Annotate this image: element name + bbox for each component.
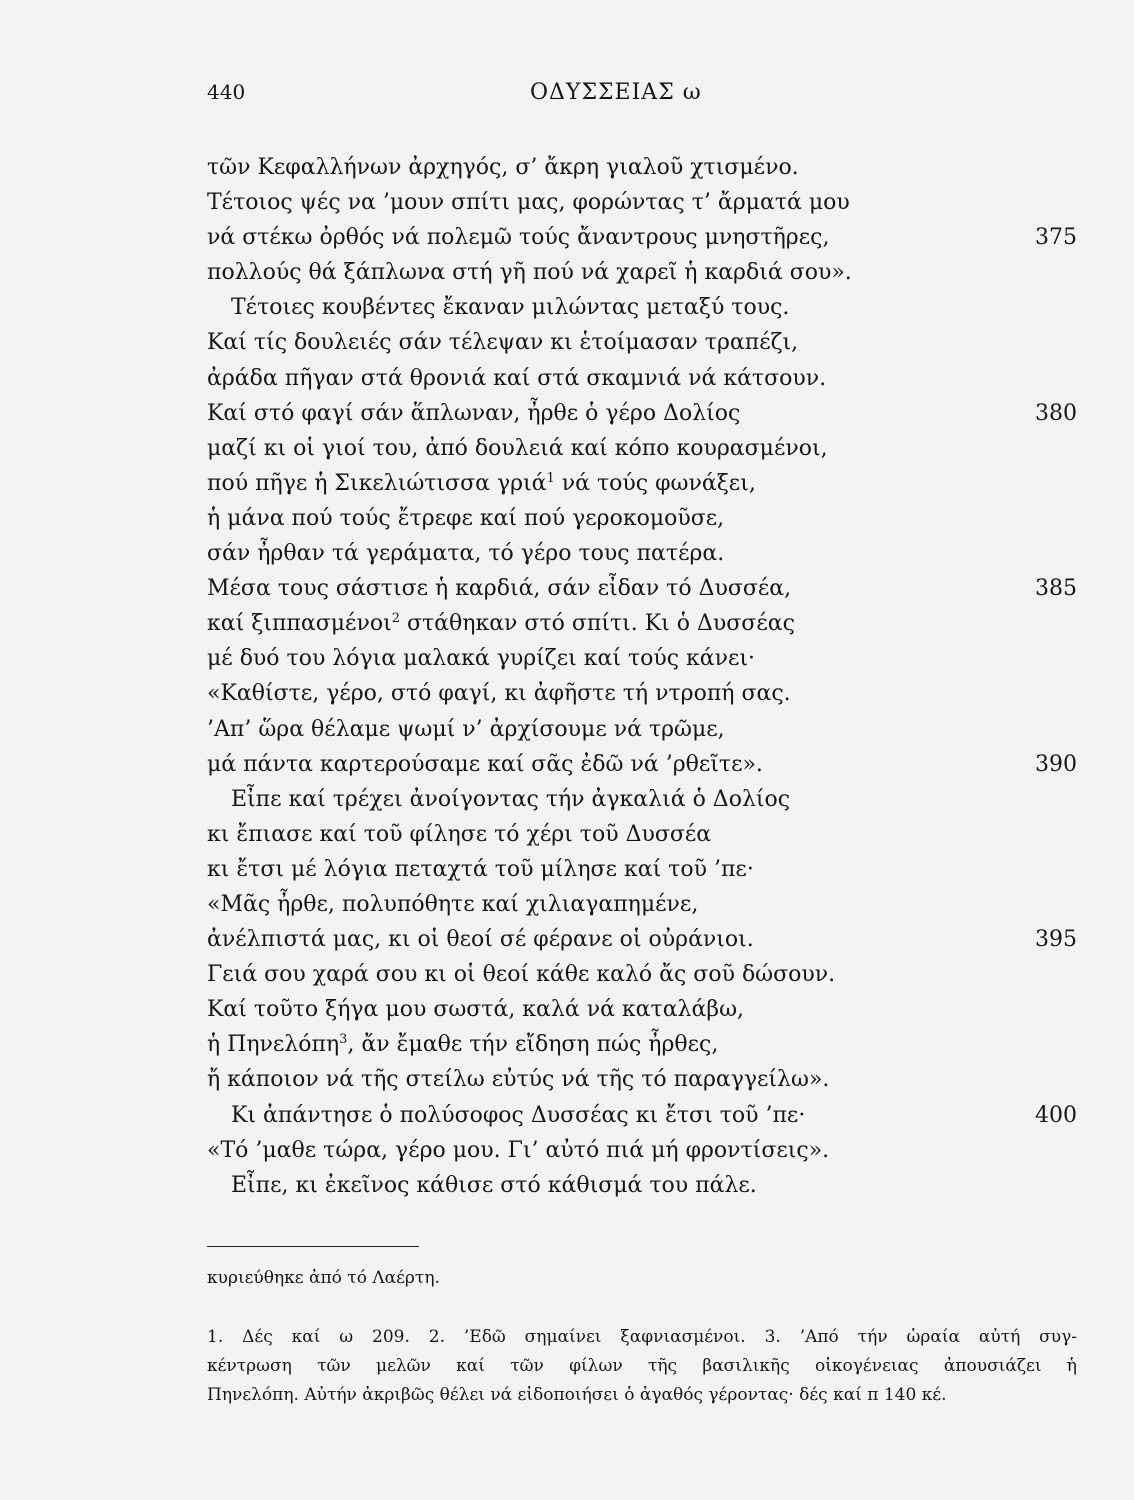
verse-line [207, 185, 1077, 220]
verse-text-part: «Τό ’μαθε τώρα, γέρο μου. Γι’ αὐτό πιά μή φροντίσεις». [207, 1137, 830, 1163]
verse-text [207, 150, 799, 185]
verse-text [207, 325, 798, 360]
footnote-marker: 2 [391, 611, 400, 627]
verse-line [207, 641, 1077, 676]
verse-text-part: κι ἔπιασε καί τοῦ φίλησε τό χέρι τοῦ Δυσσέα [207, 821, 712, 847]
verse-text-part: καί ξιππασμένοι [207, 611, 392, 637]
running-head: ΟΔΥΣΣΕΙΑΣ ω [530, 80, 702, 105]
verse-text-part: Καί στό φαγί σάν ἅπλωναν, ἦρθε ὁ γέρο Δολίος [207, 400, 741, 426]
line-number: 390 [1035, 751, 1077, 777]
verse-line [207, 606, 1077, 641]
verse-block [207, 150, 1077, 1203]
verse-text [207, 712, 725, 747]
verse-text-part: στάθηκαν στό σπίτι. Κι ὁ Δυσσέας [399, 611, 795, 637]
verse-text [207, 1133, 829, 1168]
verse-text [207, 361, 826, 396]
verse-text-part: «Μᾶς ἦρθε, πολυπόθητε καί χιλιαγαπημένε, [207, 891, 699, 917]
verse-text-part: ἡ Πηνελόπη [207, 1032, 340, 1058]
verse-text [207, 431, 828, 466]
verse-text-part: ’Απ’ ὥρα θέλαμε ψωμί ν’ ἀρχίσουμε νά τρῶμε, [207, 716, 725, 742]
verse-text-part: ἡ μάνα πού τούς ἔτρεφε καί πού γεροκομοῦσε, [207, 505, 725, 531]
verse-text-part: κι ἔτσι μέ λόγια πεταχτά τοῦ μίλησε καί τοῦ ’πε· [207, 856, 754, 882]
verse-line [207, 466, 1077, 501]
verse-line [207, 1168, 1077, 1203]
verse-text-part: πολλούς θά ξάπλωνα στή γῆ πού νά χαρεῖ ἡ καρδιά σου». [207, 260, 852, 286]
verse-text [207, 1098, 805, 1133]
verse-text [207, 957, 835, 992]
verse-text-part: μά πάντα καρτερούσαμε καί σᾶς ἐδῶ νά ’ρθεῖτε». [207, 751, 763, 777]
verse-text [207, 571, 791, 606]
footnote-marker: 1 [546, 470, 555, 486]
verse-line [207, 325, 1077, 360]
verse-text [207, 747, 763, 782]
verse-line [207, 922, 1077, 957]
verse-line [207, 571, 1077, 606]
line-number: 380 [1035, 400, 1077, 426]
verse-text [207, 536, 724, 571]
verse-text [207, 676, 791, 711]
verse-text [207, 887, 698, 922]
verse-text-part: «Καθίστε, γέρο, στό φαγί, κι ἀφῆστε τή ντροπή σας. [207, 681, 791, 707]
verse-text-part: Γειά σου χαρά σου κι οἱ θεοί κάθε καλό ἄς σοῦ δώσουν. [207, 962, 836, 988]
verse-text [207, 501, 724, 536]
verse-line [207, 1062, 1077, 1097]
verse-line [207, 501, 1077, 536]
verse-text [207, 852, 754, 887]
verse-text [207, 466, 756, 501]
verse-text-part: ἀράδα πῆγαν στά θρονιά καί στά σκαμνιά νά κάτσουν. [207, 365, 827, 391]
verse-text [207, 1168, 757, 1203]
verse-text-part: πού πῆγε ἡ Σικελιώτισσα γριά [207, 470, 547, 496]
verse-line [207, 431, 1077, 466]
verse-text [207, 290, 789, 325]
verse-text [207, 782, 790, 817]
verse-text-part: Καί τίς δουλειές σάν τέλεψαν κι ἑτοίμασαν τραπέζι, [207, 330, 799, 356]
verse-line [207, 150, 1077, 185]
line-number: 395 [1035, 927, 1077, 953]
line-number: 400 [1035, 1102, 1077, 1128]
verse-text-part: τῶν Κεφαλλήνων ἀρχηγός, σ’ ἄκρη γιαλοῦ χτισμένο. [207, 155, 799, 180]
verse-text [207, 396, 740, 431]
verse-text-part: ἀνέλπιστά μας, κι οἱ θεοί σέ φέρανε οἱ οὐράνιοι. [207, 927, 754, 953]
verse-text-part: Τέτοιος ψές να ’μουν σπίτι μας, φορώντας τ’ ἄρματά μου [207, 190, 850, 216]
verse-line [207, 255, 1077, 290]
verse-line [207, 536, 1077, 571]
verse-text [207, 1062, 829, 1097]
verse-line [207, 1027, 1077, 1062]
verse-line [207, 852, 1077, 887]
verse-text-part: Καί τοῦτο ξήγα μου σωστά, καλά νά καταλάβω, [207, 997, 745, 1023]
verse-text-part: Εἶπε καί τρέχει ἀνοίγοντας τήν ἀγκαλιά ὁ Δολίος [231, 786, 791, 812]
verse-text-part: σάν ἦρθαν τά γεράματα, τό γέρο τους πατέρα. [207, 541, 725, 567]
footnote-marker: 3 [339, 1032, 348, 1048]
verse-line [207, 712, 1077, 747]
verse-line [207, 782, 1077, 817]
line-number: 375 [1035, 225, 1077, 251]
verse-text-part: Εἶπε, κι ἐκεῖνος κάθισε στό κάθισμά του πάλε. [231, 1172, 757, 1198]
page-number: 440 [207, 80, 246, 104]
footnote-continuation: κυριεύθηκε ἀπό τό Λαέρτη. [207, 1268, 440, 1288]
verse-text-part: ἤ κάποιον νά τῆς στείλω εὐτύς νά τῆς τό παραγγείλω». [207, 1067, 830, 1093]
verse-text-part: νά τούς φωνάξει, [554, 470, 756, 496]
verse-line [207, 676, 1077, 711]
verse-line [207, 1133, 1077, 1168]
verse-line [207, 957, 1077, 992]
verse-text-part: Μέσα τους σάστισε ἡ καρδιά, σάν εἶδαν τό Δυσσέα, [207, 576, 792, 602]
verse-line [207, 1098, 1077, 1133]
verse-text [207, 992, 744, 1027]
verse-text [207, 1027, 718, 1062]
verse-text [207, 817, 711, 852]
footnotes [207, 1323, 1077, 1410]
footnote-line: Πηνελόπη. Αὐτήν ἀκριβῶς θέλει νά εἰδοποιήσει ὁ ἀγαθός γέροντας· δές καί π 140 κέ. [207, 1385, 947, 1405]
verse-line [207, 992, 1077, 1027]
page-header [0, 80, 1134, 120]
footnote-line: κέντρωση τῶν μελῶν καί τῶν φίλων τῆς βασιλικῆς οἰκογένειας ἀπουσιάζει ἡ [207, 1356, 1077, 1376]
footnote-line: 1. Δές καί ω 209. 2. ’Εδῶ σημαίνει ξαφνιασμένοι. 3. ’Από τήν ὡραία αὐτή συγ- [207, 1327, 1077, 1347]
verse-text [207, 922, 754, 957]
verse-text [207, 606, 795, 641]
verse-text [207, 220, 829, 255]
verse-text [207, 255, 852, 290]
verse-text-part: Κι ἀπάντησε ὁ πολύσοφος Δυσσέας κι ἔτσι τοῦ ’πε· [231, 1102, 806, 1128]
verse-text-part: μαζί κι οἱ γιοί του, ἀπό δουλειά καί κόπο κουρασμένοι, [207, 435, 828, 461]
verse-text-part: μέ δυό του λόγια μαλακά γυρίζει καί τούς κάνει· [207, 646, 756, 672]
verse-text-part: νά στέκω ὀρθός νά πολεμῶ τούς ἄναντρους μνηστῆρες, [207, 225, 830, 251]
footnote-separator [207, 1246, 419, 1247]
verse-line [207, 887, 1077, 922]
verse-text-part: Τέτοιες κουβέντες ἔκαναν μιλώντας μεταξύ τους. [231, 295, 790, 321]
verse-line [207, 396, 1077, 431]
verse-line [207, 817, 1077, 852]
verse-line [207, 290, 1077, 325]
line-number: 385 [1035, 576, 1077, 602]
verse-line [207, 220, 1077, 255]
verse-line [207, 747, 1077, 782]
verse-line [207, 361, 1077, 396]
verse-text-part: , ἄν ἔμαθε τήν εἴδηση πώς ἦρθες, [347, 1032, 719, 1058]
verse-text [207, 185, 850, 220]
verse-text [207, 641, 755, 676]
